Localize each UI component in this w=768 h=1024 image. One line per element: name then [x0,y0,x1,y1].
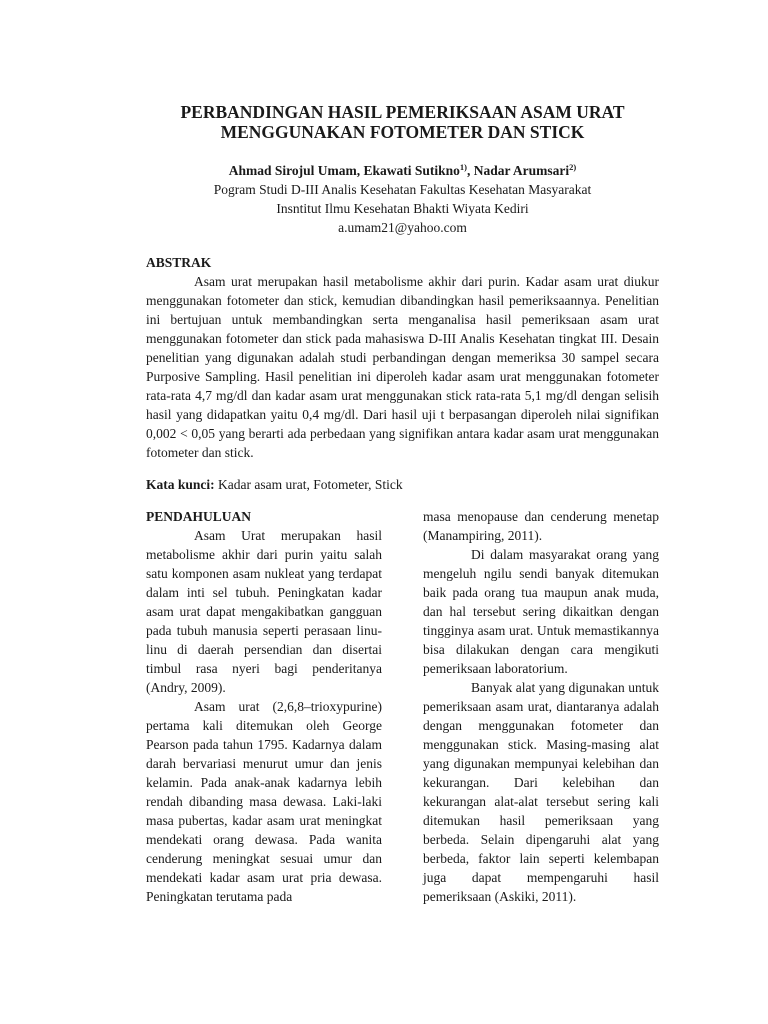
author-affiliation-mark-2: 2) [569,162,577,172]
author-names-2: , Nadar Arumsari [467,163,570,178]
affiliation-program: Pogram Studi D-III Analis Kesehatan Fakultas Kesehatan Masyarakat [213,182,592,197]
keywords-label: Kata kunci: [146,477,215,492]
intro-paragraph-1: Asam Urat merupakan hasil metabolisme akhir dari purin yaitu salah satu komponen asam nukleat yang terdapat dalam inti sel tubuh. Peningkatan kadar asam urat dapat mengakibatkan gangguan pada tubuh manusia seperti perasaan linu-linu di daerah persendian dan disertai timbul rasa nyeri bagi penderitanya (Andry, 2009). [146,528,382,695]
affiliation-institute: Insntitut Ilmu Kesehatan Bhakti Wiyata Kediri [276,201,529,216]
author-affiliation-mark-1: 1) [459,162,468,172]
paper-title-line-1: PERBANDINGAN HASIL PEMERIKSAAN ASAM URAT [180,102,625,122]
abstract-heading: ABSTRAK [146,255,212,270]
intro-paragraph-3: Di dalam masyarakat orang yang mengeluh ngilu sendi banyak ditemukan baik pada orang tua maupun anak muda, dan hal tersebut sering dikaitkan dengan tingginya asam urat. Untuk memastikannya bisa dilakukan dengan cara mengikuti pemeriksaan laboratorium. [423,547,659,676]
abstract-text: Asam urat merupakan hasil metabolisme akhir dari purin. Kadar asam urat diukur menggunakan fotometer dan stick, kemudian dibandingkan hasil pemeriksaannya. Penelitian ini bertujuan untuk membandingkan serta menganalisa hasil pemeriksaan asam urat menggunakan fotometer dan stick pada mahasiswa D-III Analis Kesehatan tingkat III. Desain penelitian yang digunakan adalah studi perbandingan dengan memeriksa 30 sampel secara Purposive Sampling. Hasil penelitian ini diperoleh kadar asam urat menggunakan fotometer rata-rata 4,7 mg/dl dan kadar asam urat menggunakan stick rata-rata 5,1 mg/dl dengan selisih hasil yang didapatkan yaitu 0,4 mg/dl. Dari hasil uji t berpasangan diperoleh nilai signifikan 0,002 < 0,05 yang berarti ada perbedaan yang signifikan antara kadar asam urat menggunakan fotometer dan stick. [146,274,659,460]
author-names-1: Ahmad Sirojul Umam, Ekawati Sutikno [228,163,460,178]
keywords-line [146,475,659,494]
paper-title [146,102,659,142]
author-email: a.umam21@yahoo.com [338,220,467,235]
intro-paragraph-4: Banyak alat yang digunakan untuk pemeriksaan asam urat, diantaranya adalah dengan menggunakan fotometer dan menggunakan stick. Masing-masing alat yang digunakan mempunyai kelebihan dan kekurangan. Dari kelebihan dan kekurangan alat-alat tersebut sering kali ditemukan hasil pemeriksaan yang berbeda. Selain dipengaruhi alat yang berbeda, faktor lain seperti kelembapan juga dapat mempengaruhi hasil pemeriksaan (Askiki, 2011). [423,680,659,904]
affiliation-block [146,180,659,237]
keywords-value: Kadar asam urat, Fotometer, Stick [214,477,403,492]
right-column [423,507,659,906]
intro-paragraph-2: Asam urat (2,6,8–trioxypurine) pertama kali ditemukan oleh George Pearson pada tahun 1795. Kadarnya dalam darah bervariasi menurut umur dan jenis kelamin. Pada anak-anak kadarnya lebih rendah dibanding masa dewasa. Laki-laki masa pubertas, kadar asam urat meningkat mendekati orang dewasa. Pada wanita cenderung meningkat sesuai umur dan mendekati kadar asam urat pria dewasa. Peningkatan terutama pada [146,699,382,904]
left-column [146,507,382,906]
paper-title-line-2: MENGGUNAKAN FOTOMETER DAN STICK [220,122,585,142]
paper-page [146,102,659,906]
two-column-body [146,507,659,906]
intro-paragraph-2-continued: masa menopause dan cenderung menetap (Manampiring, 2011). [423,509,659,543]
introduction-heading: PENDAHULUAN [146,509,252,524]
author-list [146,158,659,180]
